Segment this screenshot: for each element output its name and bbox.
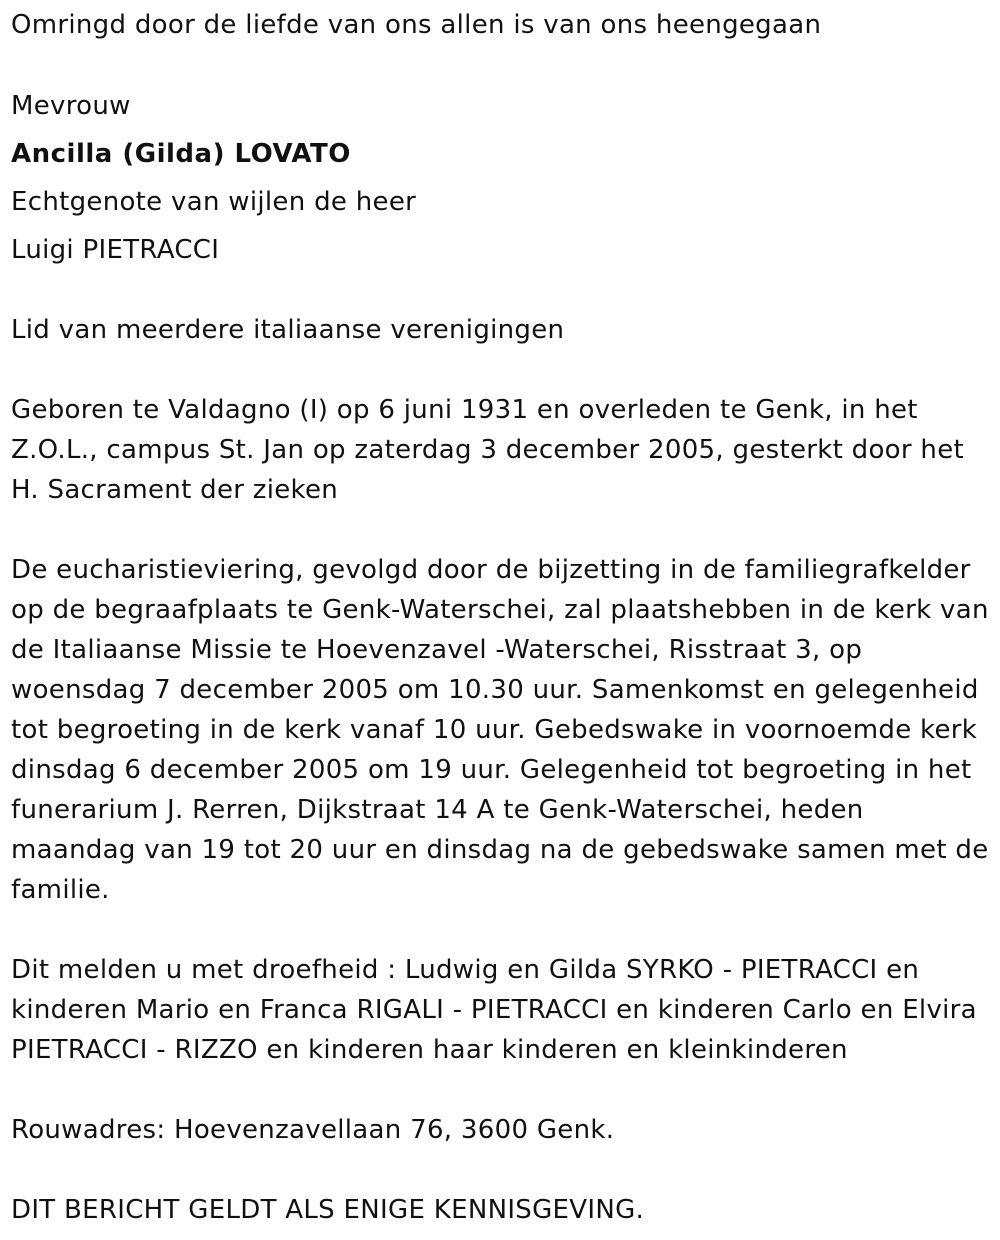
birth-death-line: Geboren te Valdagno (I) op 6 juni 1931 en overleden te Genk, in het	[11, 395, 918, 425]
relation-line: Echtgenote van wijlen de heer	[11, 187, 417, 217]
ceremony-line: De eucharistieviering, gevolgd door de bijzetting in de familiegrafkelder	[11, 555, 971, 585]
ceremony-line: funerarium J. Rerren, Dijkstraat 14 A te Genk-Waterschei, heden	[11, 795, 864, 825]
ceremony-line: tot begroeting in de kerk vanaf 10 uur. Gebedswake in voornoemde kerk	[11, 715, 978, 745]
family-line: kinderen Mario en Franca RIGALI - PIETRACCI en kinderen Carlo en Elvira	[11, 995, 977, 1025]
deceased-name: Ancilla (Gilda) LOVATO	[11, 139, 351, 169]
ceremony-line: familie.	[11, 875, 110, 905]
closing-statement: DIT BERICHT GELDT ALS ENIGE KENNISGEVING.	[11, 1195, 645, 1225]
ceremony-line: de Italiaanse Missie te Hoevenzavel -Waterschei, Risstraat 3, op	[11, 635, 863, 665]
ceremony-line: woensdag 7 december 2005 om 10.30 uur. Samenkomst en gelegenheid	[11, 675, 979, 705]
intro-line: Omringd door de liefde van ons allen is van ons heengegaan	[11, 10, 822, 40]
ceremony-line: dinsdag 6 december 2005 om 19 uur. Gelegenheid tot begroeting in het	[11, 755, 972, 785]
birth-death-line: H. Sacrament der zieken	[11, 475, 339, 505]
family-line: PIETRACCI - RIZZO en kinderen haar kinderen en kleinkinderen	[11, 1035, 848, 1065]
birth-death-line: Z.O.L., campus St. Jan op zaterdag 3 december 2005, gesterkt door het	[11, 435, 964, 465]
salutation: Mevrouw	[11, 91, 131, 121]
mourning-address: Rouwadres: Hoevenzavellaan 76, 3600 Genk.	[11, 1115, 615, 1145]
ceremony-line: maandag van 19 tot 20 uur en dinsdag na de gebedswake samen met de	[11, 835, 989, 865]
spouse-name: Luigi PIETRACCI	[11, 235, 220, 265]
membership-line: Lid van meerdere italiaanse verenigingen	[11, 315, 565, 345]
ceremony-line: op de begraafplaats te Genk-Waterschei, zal plaatshebben in de kerk van	[11, 595, 989, 625]
family-line: Dit melden u met droefheid : Ludwig en Gilda SYRKO - PIETRACCI en	[11, 955, 920, 985]
